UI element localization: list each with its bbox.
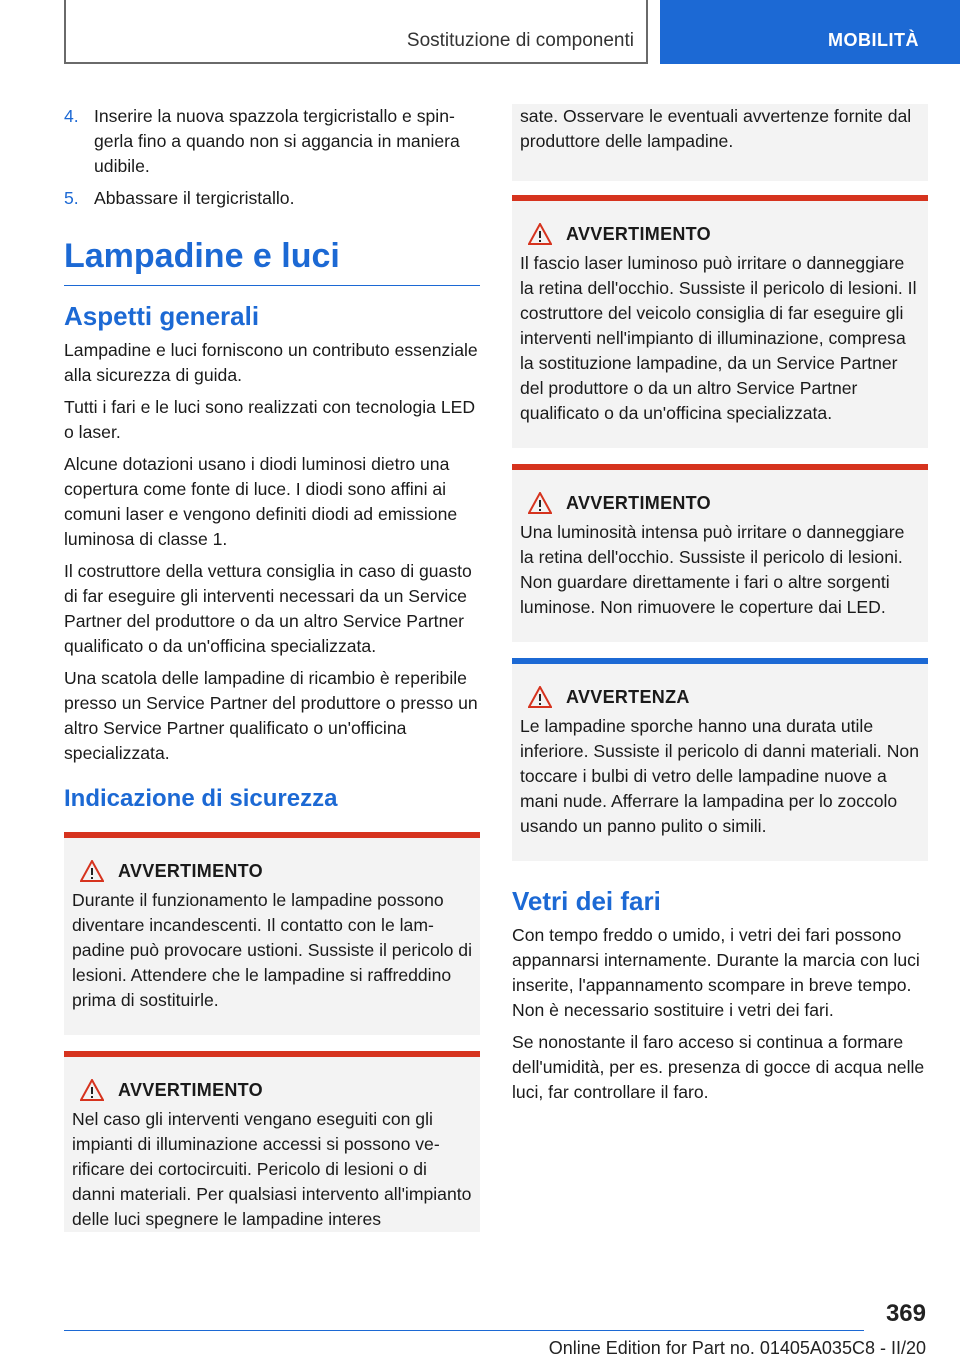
footer-divider xyxy=(64,1330,864,1331)
step-text: Inserire la nuova spazzola tergicristallo e spingerla fino a quando non si aggancia in maniera udibile. xyxy=(94,106,460,176)
step-text: Abbassare il tergicristallo. xyxy=(94,188,295,208)
step-number: 5. xyxy=(64,188,79,208)
warning-text: Durante il funzionamento le lampadine possono diventare incandescenti. Il contatto con le lampadine può provocare ustioni. Sussiste il pericolo di lesioni. Attendere che le lampadine si raffreddino prima di sostituirle. xyxy=(72,890,473,1010)
warning-text: Il fascio laser luminoso può irritare o danneggiare la retina dell'occhio. Sussiste il pericolo di lesioni. Il costruttore del veicolo consiglia di far eseguire gli interventi nell'impianto di illuminazione, compresa la sostituzione lampadine, da un Service Partner del produttore o da un altro Service Partner qualificato o da un'officina specializzata. xyxy=(520,253,917,423)
warning-box xyxy=(512,195,928,448)
warning-triangle-icon xyxy=(80,860,104,882)
warning-title: AVVERTIMENTO xyxy=(566,492,711,513)
paragraph: Tutti i fari e le luci sono realizzati con tecnologia LED o laser. xyxy=(64,397,476,442)
warning-box xyxy=(64,832,480,1035)
warning-text: Nel caso gli interventi vengano eseguiti con gli impianti di illuminazione accessi si possono verificare dei cortocircuiti. Pericolo di lesioni o di danni materiali. Per qualsiasi intervento all'impianto delle luci spegnere le lampadine interes xyxy=(72,1109,472,1229)
page-number: 369 xyxy=(885,1300,926,1327)
section-heading-safety: Indicazione di sicurezza xyxy=(64,785,338,812)
caution-box xyxy=(512,658,928,861)
step-item xyxy=(64,104,480,179)
header-section-title: Sostituzione di componenti xyxy=(406,30,634,51)
warning-box xyxy=(64,1051,480,1232)
paragraph: Una scatola delle lampadine di ricambio è reperibile presso un Service Partner del produttore o presso un altro Service Partner qualificato o un'officina specializzata. xyxy=(64,668,478,763)
paragraph: Il costruttore della vettura consiglia in caso di guasto di far eseguire gli interventi necessari da un Service Partner del produttore o da un altro Service Partner qualificato o da un'officina specializzata. xyxy=(64,561,472,656)
paragraph: Lampadine e luci forniscono un contributo essenziale alla sicurezza di guida. xyxy=(64,340,478,385)
section-heading-general: Aspetti generali xyxy=(64,301,260,331)
paragraph: Con tempo freddo o umido, i vetri dei fari possono appannarsi internamente. Durante la marcia con luci inserite, l'appannamento scompare in breve tempo. Non è necessario sostituire i vetri dei fari. xyxy=(512,925,920,1020)
step-item xyxy=(64,186,480,211)
left-column xyxy=(64,104,480,1232)
warning-text: sate. Osservare le eventuali avvertenze fornite dal produttore delle lampadine. xyxy=(520,106,912,151)
warning-triangle-icon xyxy=(528,686,552,708)
warning-text: Le lampadine sporche hanno una durata utile inferiore. Sussiste il pericolo di danni materiali. Non toccare i bulbi di vetro delle lampadine nuove a mani nude. Afferrare la lampadina per lo zoccolo usando un panno pulito o simili. xyxy=(520,716,919,836)
warning-triangle-icon xyxy=(528,223,552,245)
warning-title: AVVERTIMENTO xyxy=(118,860,263,881)
warning-triangle-icon xyxy=(528,492,552,514)
footer-edition: Online Edition for Part no. 01405A035C8 - II/20 xyxy=(548,1338,926,1358)
step-number: 4. xyxy=(64,106,79,126)
warning-title: AVVERTIMENTO xyxy=(566,223,711,244)
right-column xyxy=(512,104,928,1112)
warning-title: AVVERTIMENTO xyxy=(118,1079,263,1100)
paragraph: Alcune dotazioni usano i diodi luminosi dietro una copertura come fonte di luce. I diodi sono affini ai comuni laser e vengono definiti diodi ad emissione luminosa di classe 1. xyxy=(64,454,458,549)
warning-box xyxy=(512,464,928,642)
warning-text: Una luminosità intensa può irritare o danneggiare la retina dell'occhio. Sussiste il pericolo di lesioni. Non guardare direttamente i fari o altre sorgenti luminose. Non rimuovere le coperture dai LED. xyxy=(520,522,905,617)
section-heading-headlight-glass: Vetri dei fari xyxy=(512,886,661,916)
warning-triangle-icon xyxy=(80,1079,104,1101)
warning-title: AVVERTENZA xyxy=(566,686,690,707)
header-chapter-title: MOBILITÀ xyxy=(828,30,919,50)
header-section-box xyxy=(64,0,648,64)
header-chapter-tab[interactable] xyxy=(660,0,960,64)
paragraph: Se nonostante il faro acceso si continua a formare dell'umidità, per es. presenza di gocce di acqua nelle luci, far controllare il faro. xyxy=(512,1032,925,1102)
warning-continuation-box xyxy=(512,104,928,181)
page-title: Lampadine e luci xyxy=(64,237,480,286)
